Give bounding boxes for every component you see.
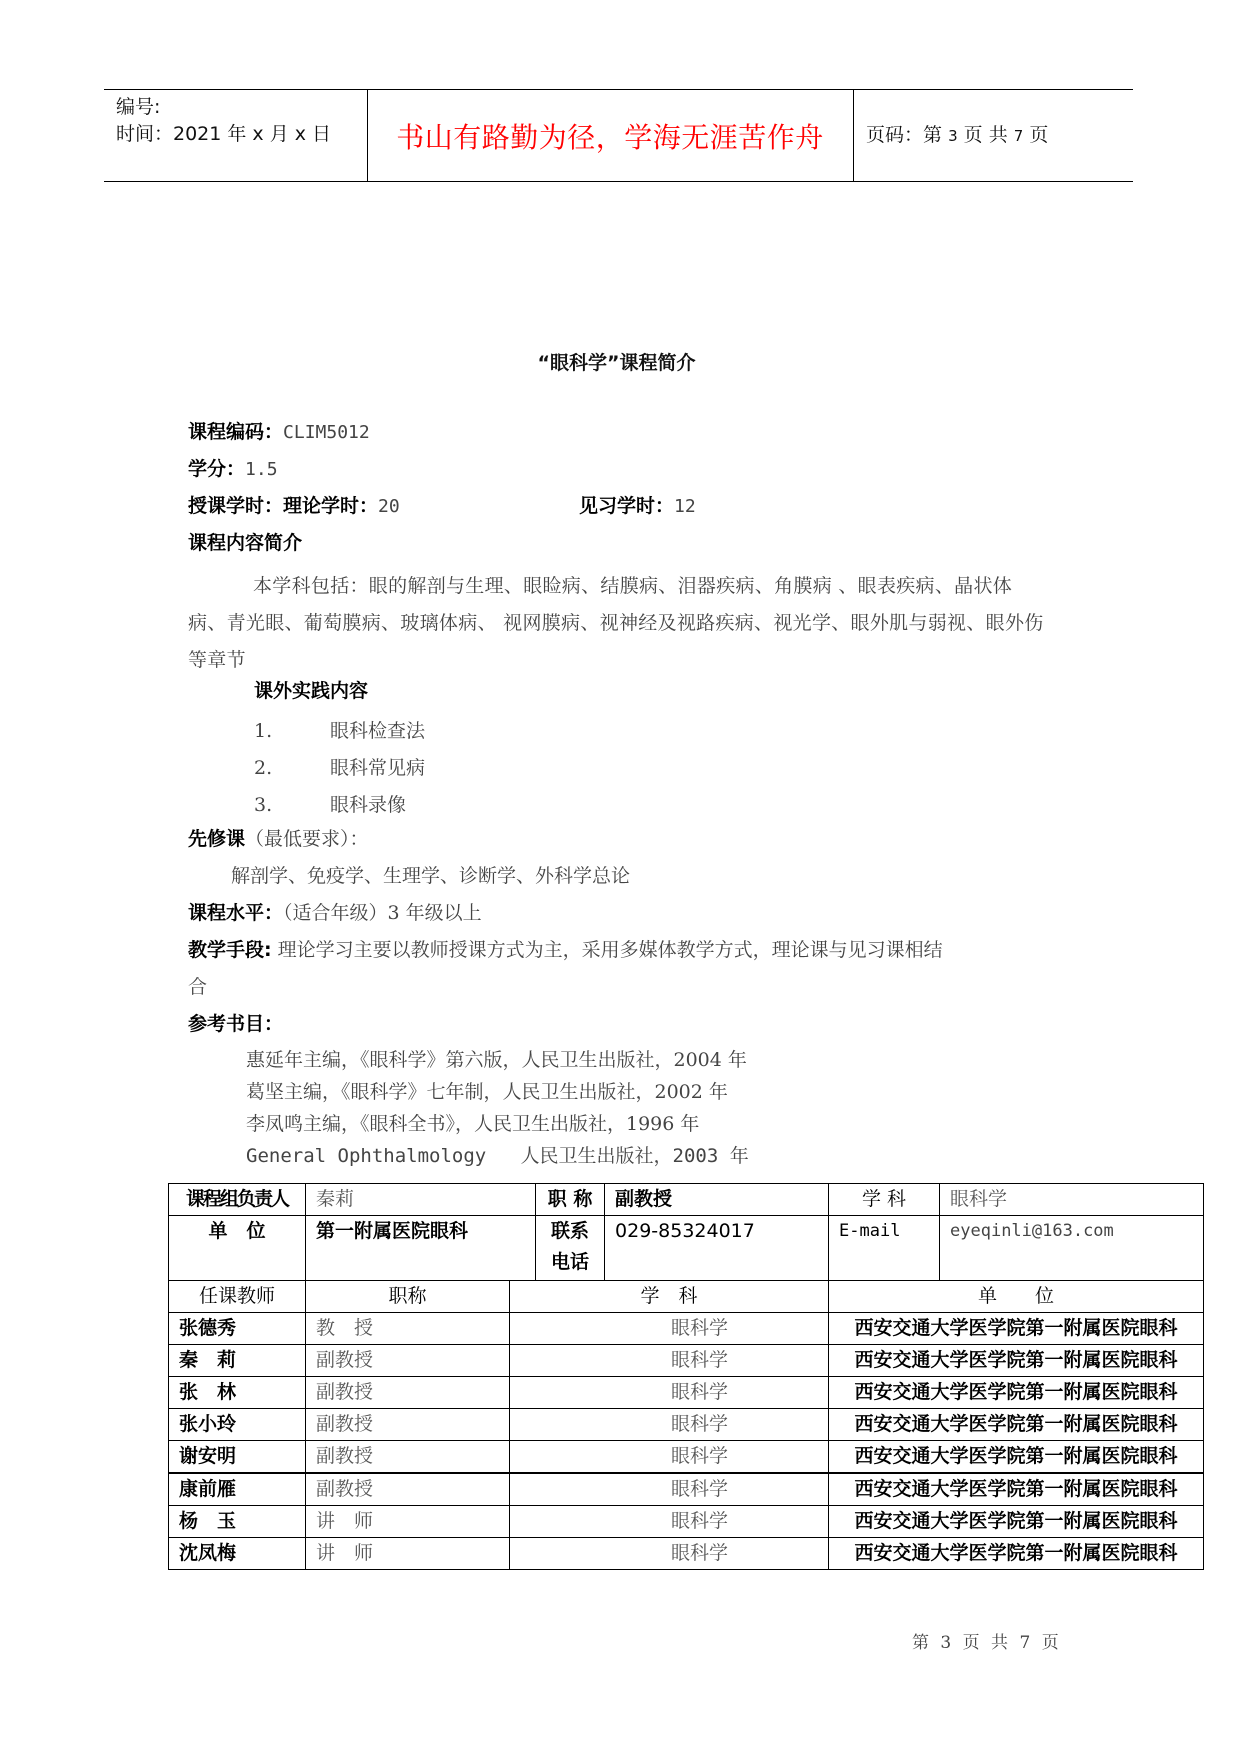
footer-prefix: 第 [912,1633,929,1653]
teacher-subject: 眼科学 [510,1506,829,1538]
teacher-name: 谢安明 [169,1441,306,1474]
leader-name: 秦莉 [306,1184,536,1216]
teacher-unit: 西安交通大学医学院第一附属医院眼科 [829,1506,1204,1538]
phone-label: 联系电话 [536,1216,605,1281]
teacher-unit: 西安交通大学医学院第一附属医院眼科 [829,1409,1204,1441]
teacher-title: 副教授 [306,1345,510,1377]
header-motto: 书山有路勤为径，学海无涯苦作舟 [396,120,824,154]
column-header: 任课教师 [169,1281,306,1313]
level-label: 课程水平： [188,902,284,924]
teacher-unit: 西安交通大学医学院第一附属医院眼科 [829,1377,1204,1409]
teacher-title: 教 授 [306,1313,510,1345]
teacher-unit: 西安交通大学医学院第一附属医院眼科 [829,1313,1204,1345]
teacher-unit: 西安交通大学医学院第一附属医院眼科 [829,1441,1204,1474]
hours-label: 授课学时：理论学时： [188,495,379,517]
practice-hours-line [579,494,696,519]
page-total: 7 [1013,127,1024,145]
teacher-subject: 眼科学 [510,1377,829,1409]
course-staff-table [168,1183,1204,1570]
subject-label: 学 科 [829,1184,940,1216]
teacher-title: 副教授 [306,1473,510,1506]
prereq-label: 先修课 [188,828,246,850]
teacher-title: 副教授 [306,1441,510,1474]
unit-label: 单 位 [169,1216,306,1281]
level-line [188,901,482,925]
teacher-title: 讲 师 [306,1538,510,1570]
footer-suffix: 页 [1041,1633,1059,1653]
reference-item: 惠延年主编，《眼科学》第六版，人民卫生出版社，2004 年 [246,1049,747,1071]
practice-hours-value: 12 [674,496,696,517]
credits-value: 1.5 [245,459,278,480]
page-footer [912,1628,1059,1653]
teacher-subject: 眼科学 [510,1441,829,1474]
practice-item: 3. 眼科录像 [254,794,407,816]
email-label: E-mail [829,1216,940,1281]
column-header: 学 科 [510,1281,829,1313]
reference-item: 葛坚主编，《眼科学》七年制，人民卫生出版社，2002 年 [246,1081,728,1103]
table-row [169,1441,1204,1474]
teacher-name: 张小玲 [169,1409,306,1441]
teacher-name: 张 林 [169,1377,306,1409]
page-current: 3 [948,127,958,145]
prereq-line [188,827,369,851]
email-value: eyeqinli@163.com [940,1216,1204,1281]
table-row [169,1538,1204,1570]
unit-row [169,1216,1204,1281]
teacher-name: 张德秀 [169,1313,306,1345]
teacher-subject: 眼科学 [510,1473,829,1506]
teacher-title: 副教授 [306,1377,510,1409]
method-line [188,938,943,962]
header-meta [116,94,331,148]
reference-item: 李凤鸣主编，《眼科全书》，人民卫生出版社，1996 年 [246,1113,700,1135]
teacher-subject: 眼科学 [510,1345,829,1377]
footer-mid: 页 共 [962,1633,1009,1653]
teacher-unit: 西安交通大学医学院第一附属医院眼科 [829,1538,1204,1570]
table-row [169,1506,1204,1538]
document-title: “眼科学”课程简介 [537,352,696,374]
practice-hours-label: 见习学时： [579,495,675,517]
page-mid: 页 共 [963,124,1008,146]
teacher-unit: 西安交通大学医学院第一附属医院眼科 [829,1473,1204,1506]
table-row [169,1313,1204,1345]
serial-label: 编号: [116,96,161,118]
teacher-name: 秦 莉 [169,1345,306,1377]
column-header: 职称 [306,1281,510,1313]
page-header [104,89,1133,182]
subject-value: 眼科学 [940,1184,1204,1216]
footer-total: 7 [1019,1633,1031,1653]
content-paragraph: 本学科包括：眼的解剖与生理、眼睑病、结膜病、泪器疾病、角膜病 、眼表疾病、晶状体病、青光眼、葡萄膜病、玻璃体病、 视网膜病、视神经及视路疾病、视光学、眼外肌与弱视、眼外伤等章节 [188,575,1044,671]
leader-row [169,1184,1204,1216]
teacher-title: 讲 师 [306,1506,510,1538]
reference-item: General Ophthalmology 人民卫生出版社，2003 年 [246,1145,749,1167]
teacher-unit: 西安交通大学医学院第一附属医院眼科 [829,1345,1204,1377]
teacher-subject: 眼科学 [510,1313,829,1345]
level-value: （适合年级）3 年级以上 [283,902,482,924]
method-value: 理论学习主要以教师授课方式为主，采用多媒体教学方式，理论课与见习课相结 [277,939,943,961]
teacher-subject: 眼科学 [510,1538,829,1570]
teacher-name: 杨 玉 [169,1506,306,1538]
title-value: 副教授 [605,1184,829,1216]
footer-current: 3 [940,1633,952,1653]
theory-hours-value: 20 [378,496,400,517]
table-row [169,1345,1204,1377]
teacher-name: 康前雁 [169,1473,306,1506]
credits-line [188,457,278,482]
prereq-note: （最低要求）： [245,828,369,850]
header-divider [853,90,854,181]
table-row [169,1473,1204,1506]
teacher-subject: 眼科学 [510,1409,829,1441]
title-label: 职 称 [536,1184,605,1216]
course-code-value: CLIM5012 [283,422,370,443]
refs-heading: 参考书目： [188,1013,284,1035]
page-label: 页码：第 [866,124,943,146]
method-label: 教学手段: [188,939,272,961]
unit-value: 第一附属医院眼科 [306,1216,536,1281]
credits-label: 学分： [188,458,246,480]
practice-item: 2. 眼科常见病 [254,757,426,779]
course-code-line [188,420,370,445]
leader-label: 课程组负责人 [169,1184,306,1216]
header-page-number [866,120,1048,147]
teacher-title: 副教授 [306,1409,510,1441]
page-suffix: 页 [1029,124,1049,146]
course-code-label: 课程编码： [188,421,284,443]
practice-item: 1. 眼科检查法 [254,720,426,742]
practice-heading: 课外实践内容 [254,680,369,702]
table-row [169,1377,1204,1409]
column-header: 单 位 [829,1281,1204,1313]
staff-header-row [169,1281,1204,1313]
phone-value: 029-85324017 [605,1216,829,1281]
content-heading: 课程内容简介 [188,532,303,554]
teacher-name: 沈凤梅 [169,1538,306,1570]
prereq-courses: 解剖学、免疫学、生理学、诊断学、外科学总论 [231,865,631,887]
method-continued: 合 [188,976,208,998]
table-row [169,1409,1204,1441]
hours-line [188,494,400,519]
time-label: 时间：2021 年 x 月 x 日 [116,123,332,145]
